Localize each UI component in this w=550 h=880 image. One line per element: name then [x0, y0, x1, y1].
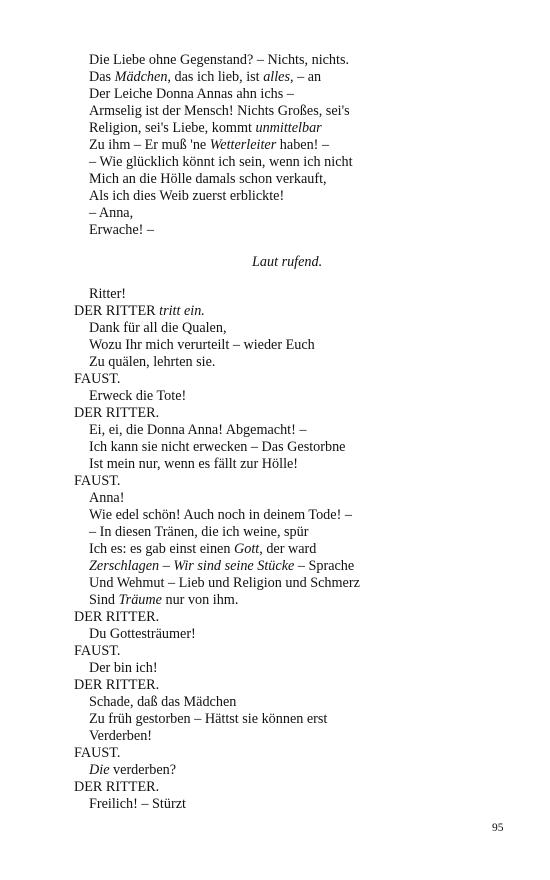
- text-segment: – In diesen Tränen, die ich weine, spür: [89, 524, 309, 540]
- text-segment: Zu quälen, lehrten sie.: [89, 354, 216, 370]
- verse-line: [89, 660, 158, 677]
- text-segment: , der ward: [259, 541, 317, 557]
- text-segment: Wetterleiter: [209, 137, 277, 153]
- text-segment: Schade, daß das Mädchen: [89, 694, 237, 710]
- text-segment: Mädchen: [114, 69, 168, 85]
- text-segment: Und Wehmut – Lieb und Religion und Schmerz: [89, 575, 360, 591]
- text-segment: DER RITTER.: [74, 677, 160, 693]
- stage-direction: [252, 254, 322, 271]
- text-segment: Zu früh gestorben – Hättst sie können erst: [89, 711, 328, 727]
- text-segment: – Wie glücklich könnt ich sein, wenn ich nicht: [89, 154, 353, 170]
- text-segment: Erweck die Tote!: [89, 388, 187, 404]
- text-segment: Sind: [89, 592, 119, 608]
- verse-line: [89, 711, 327, 728]
- verse-line: [89, 456, 298, 473]
- text-segment: Freilich! – Stürzt: [89, 796, 186, 812]
- text-segment: – Sprache: [294, 558, 355, 574]
- text-segment: Du Gottesträumer!: [89, 626, 196, 642]
- verse-line: [89, 558, 354, 575]
- verse-line: [89, 337, 315, 354]
- text-segment: Ei, ei, die Donna Anna! Abgemacht! –: [89, 422, 307, 438]
- text-segment: unmittelbar: [255, 120, 322, 136]
- text-segment: tritt ein.: [159, 303, 205, 319]
- speaker-line: [74, 405, 159, 422]
- speaker-line: [74, 643, 120, 660]
- text-segment: Erwache! –: [89, 222, 154, 238]
- verse-line: [89, 524, 308, 541]
- text-segment: FAUST.: [74, 745, 121, 761]
- verse-line: [89, 354, 215, 371]
- verse-line: [89, 626, 196, 643]
- text-segment: Anna!: [89, 490, 125, 506]
- verse-line: [89, 320, 227, 337]
- verse-line: [89, 541, 316, 558]
- verse-line: [89, 137, 329, 154]
- speaker-line: [74, 745, 120, 762]
- text-segment: Laut rufend.: [252, 254, 323, 270]
- text-segment: , das ich lieb, ist: [167, 69, 264, 85]
- text-segment: DER RITTER.: [74, 405, 160, 421]
- verse-line: [89, 728, 152, 745]
- text-segment: Wie edel schön! Auch noch in deinem Tode! –: [89, 507, 352, 523]
- text-segment: DER RITTER.: [74, 609, 160, 625]
- verse-line: [89, 86, 294, 103]
- page-number: 95: [492, 822, 504, 834]
- text-segment: Gott: [233, 541, 260, 557]
- verse-line: [89, 507, 352, 524]
- verse-line: [89, 52, 349, 69]
- text-segment: Zerschlagen – Wir sind seine Stücke: [89, 558, 295, 574]
- verse-line: [89, 422, 306, 439]
- text-segment: Ritter!: [89, 286, 127, 302]
- speaker-line: [74, 779, 159, 796]
- speaker-line: [74, 371, 120, 388]
- text-segment: Mich an die Hölle damals schon verkauft,: [89, 171, 327, 187]
- text-segment: Der Leiche Donna Annas ahn ichs –: [89, 86, 294, 102]
- verse-line: [89, 103, 350, 120]
- text-segment: FAUST.: [74, 371, 121, 387]
- verse-line: [89, 796, 186, 813]
- text-segment: Das: [89, 69, 115, 85]
- text-segment: Zu ihm – Er muß 'ne: [89, 137, 210, 153]
- text-segment: Die: [89, 762, 110, 778]
- text-segment: Ich es: es gab einst einen: [89, 541, 234, 557]
- verse-line: [89, 69, 321, 86]
- text-segment: haben! –: [276, 137, 330, 153]
- text-segment: Dank für all die Qualen,: [89, 320, 227, 336]
- verse-line: [89, 575, 360, 592]
- text-segment: Der bin ich!: [89, 660, 158, 676]
- speaker-line: [74, 303, 205, 320]
- verse-line: [89, 694, 236, 711]
- text-segment: DER RITTER: [74, 303, 160, 319]
- verse-line: [89, 439, 345, 456]
- verse-line: [89, 286, 126, 303]
- text-segment: Wozu Ihr mich verurteilt – wieder Euch: [89, 337, 315, 353]
- text-segment: Träume: [118, 592, 162, 608]
- text-segment: Verderben!: [89, 728, 153, 744]
- text-segment: verderben?: [109, 762, 177, 778]
- text-segment: DER RITTER.: [74, 779, 160, 795]
- verse-line: [89, 171, 327, 188]
- verse-line: [89, 388, 186, 405]
- text-segment: nur von ihm.: [161, 592, 239, 608]
- verse-line: [89, 154, 353, 171]
- speaker-line: [74, 473, 120, 490]
- speaker-line: [74, 677, 159, 694]
- text-segment: Als ich dies Weib zuerst erblickte!: [89, 188, 285, 204]
- text-segment: FAUST.: [74, 643, 121, 659]
- text-segment: alles: [263, 69, 290, 85]
- text-segment: FAUST.: [74, 473, 121, 489]
- verse-line: [89, 592, 238, 609]
- text-segment: Religion, sei's Liebe, kommt: [89, 120, 256, 136]
- text-segment: Ist mein nur, wenn es fällt zur Hölle!: [89, 456, 299, 472]
- verse-line: [89, 120, 322, 137]
- verse-line: [89, 188, 284, 205]
- verse-line: [89, 490, 124, 507]
- text-segment: Die Liebe ohne Gegenstand? – Nichts, nichts.: [89, 52, 350, 68]
- verse-line: [89, 222, 154, 239]
- text-segment: Armselig ist der Mensch! Nichts Großes, sei's: [89, 103, 350, 119]
- verse-line: [89, 205, 133, 222]
- verse-line: [89, 762, 176, 779]
- speaker-line: [74, 609, 159, 626]
- text-segment: , – an: [289, 69, 322, 85]
- text-segment: – Anna,: [89, 205, 134, 221]
- text-segment: Ich kann sie nicht erwecken – Das Gestorbne: [89, 439, 346, 455]
